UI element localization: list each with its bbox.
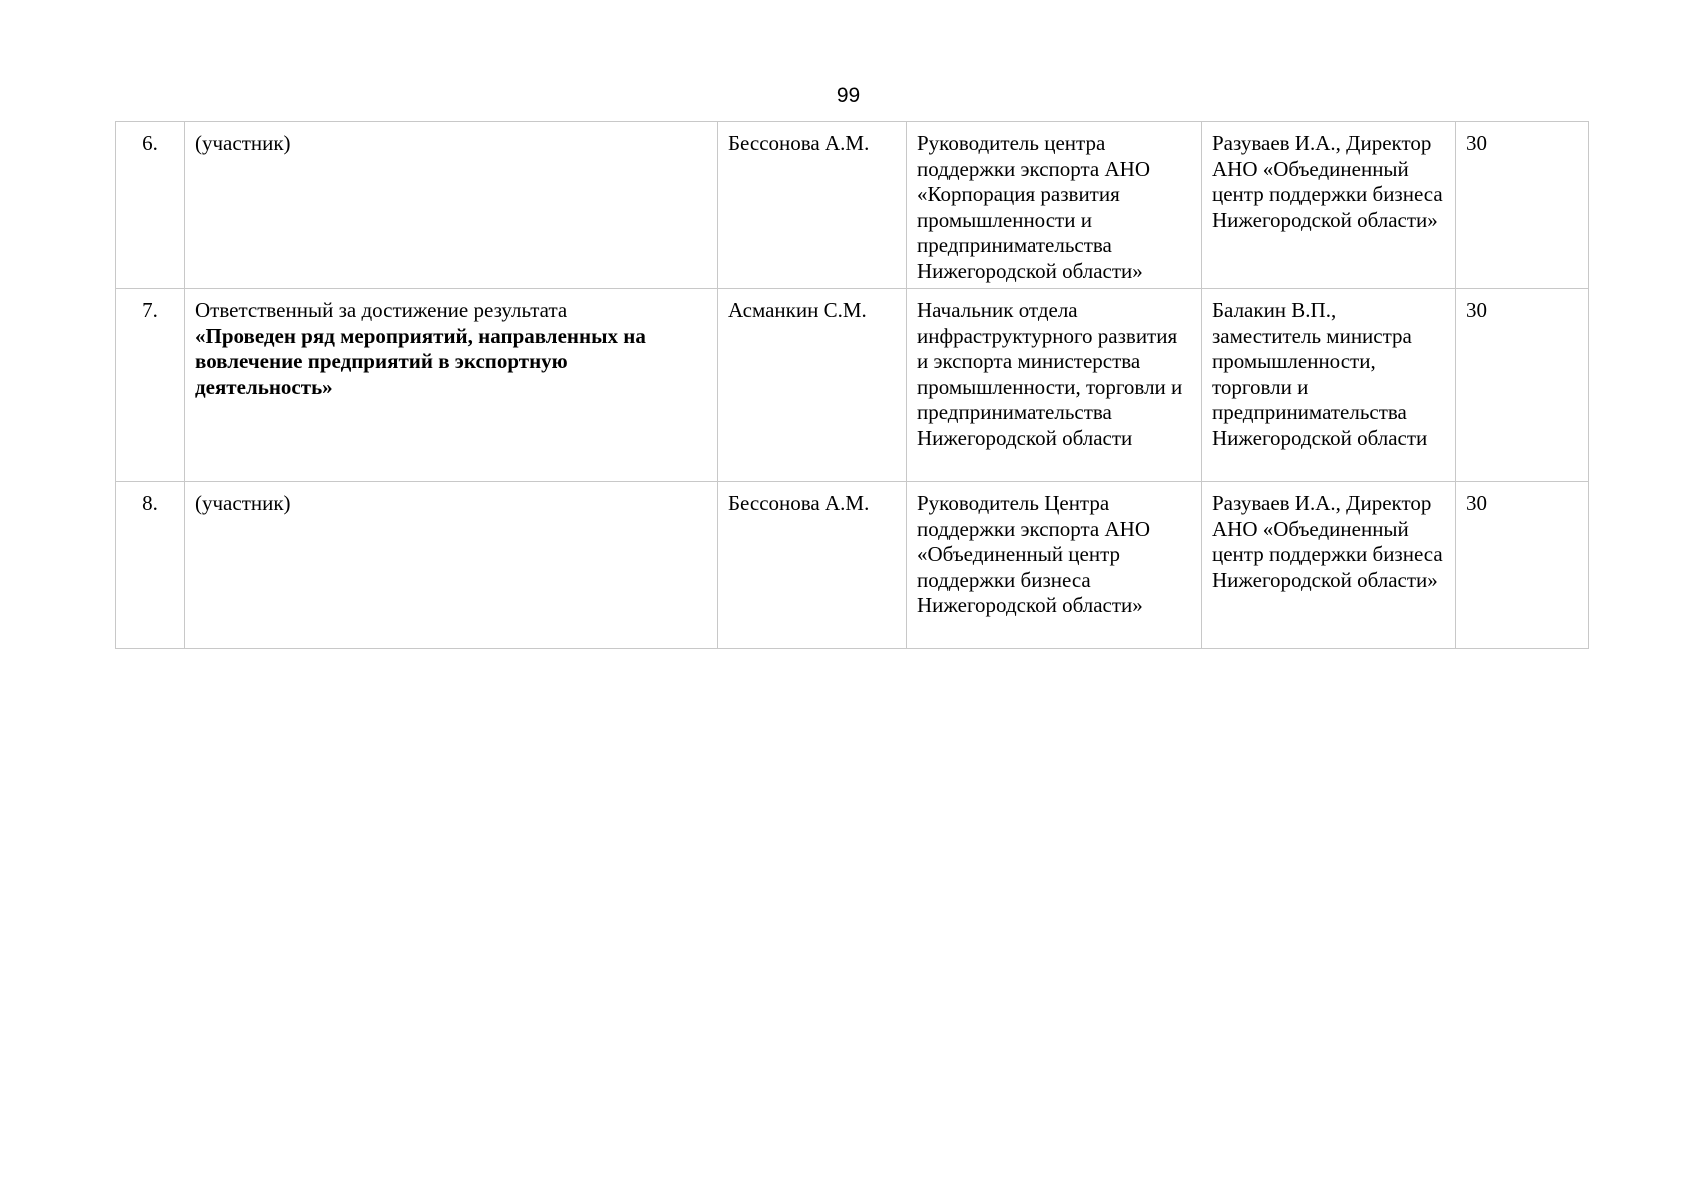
value-cell: 30 <box>1456 122 1589 289</box>
table-row <box>116 122 1589 289</box>
row-number: 8. <box>116 482 185 649</box>
page-number: 99 <box>836 84 861 107</box>
table-row <box>116 482 1589 649</box>
responsible-person: Бессонова А.М. <box>718 122 907 289</box>
row-number: 7. <box>116 289 185 482</box>
row-description <box>185 122 718 289</box>
responsibility-table <box>115 121 1589 649</box>
value-cell: 30 <box>1456 482 1589 649</box>
supervisor: Разуваев И.А., Директор АНО «Объединенный центр поддержки бизнеса Нижегородской области» <box>1202 122 1456 289</box>
table-row <box>116 289 1589 482</box>
description-text: Ответственный за достижение результата <box>195 298 568 322</box>
responsible-person: Бессонова А.М. <box>718 482 907 649</box>
responsible-person: Асманкин С.М. <box>718 289 907 482</box>
person-position: Руководитель Центра поддержки экспорта АНО «Объединенный центр поддержки бизнеса Нижегородской области» <box>907 482 1202 649</box>
person-position: Начальник отдела инфраструктурного развития и экспорта министерства промышленности, торговли и предпринимательства Нижегородской области <box>907 289 1202 482</box>
row-number: 6. <box>116 122 185 289</box>
description-text: (участник) <box>195 491 291 515</box>
supervisor: Разуваев И.А., Директор АНО «Объединенный центр поддержки бизнеса Нижегородской области» <box>1202 482 1456 649</box>
supervisor: Балакин В.П., заместитель министра промышленности, торговли и предпринимательства Нижегородской области <box>1202 289 1456 482</box>
result-title: «Проведен ряд мероприятий, направленных на вовлечение предприятий в экспортную деятельность» <box>195 323 646 399</box>
row-description <box>185 482 718 649</box>
value-cell: 30 <box>1456 289 1589 482</box>
row-description <box>185 289 718 482</box>
person-position: Руководитель центра поддержки экспорта АНО «Корпорация развития промышленности и предпринимательства Нижегородской области» <box>907 122 1202 289</box>
description-text: (участник) <box>195 131 291 155</box>
